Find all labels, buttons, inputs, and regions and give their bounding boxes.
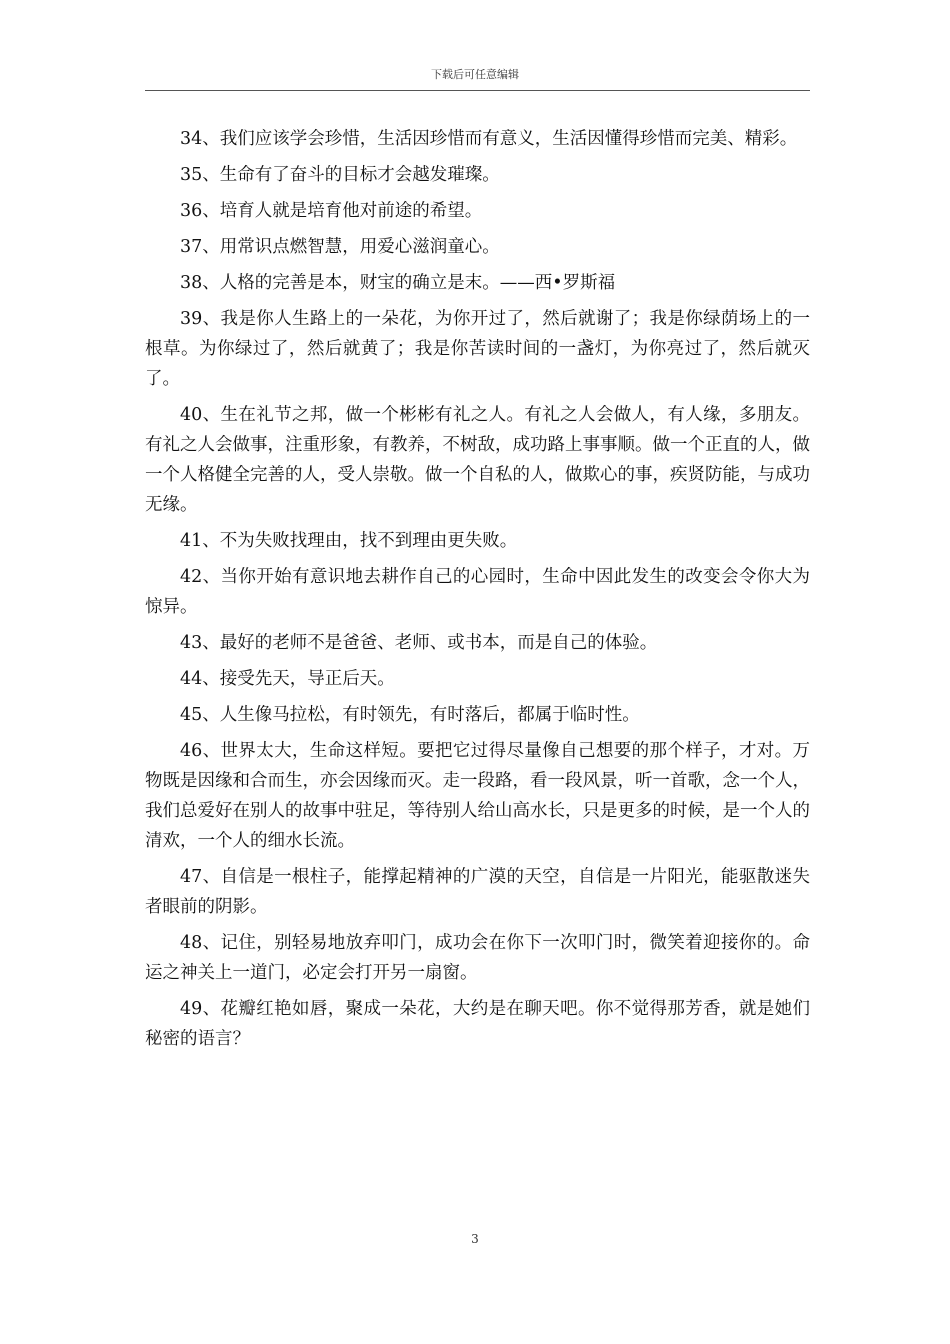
- paragraph-34: 34、我们应该学会珍惜，生活因珍惜而有意义，生活因懂得珍惜而完美、精彩。: [180, 129, 798, 149]
- page-number: 3: [471, 1232, 479, 1246]
- paragraph-41: 41、不为失败找理由，找不到理由更失败。: [180, 531, 518, 551]
- paragraph-35: 35、生命有了奋斗的目标才会越发璀璨。: [180, 165, 500, 185]
- paragraph-36: 36、培育人就是培育他对前途的希望。: [180, 201, 483, 221]
- paragraph-39: 39、我是你人生路上的一朵花，为你开过了，然后就谢了；我是你绿荫场上的一根草。为你绿过了，然后就黄了；我是你苦读时间的一盏灯，为你亮过了，然后就灭了。: [145, 309, 810, 389]
- paragraph-40: 40、生在礼节之邦，做一个彬彬有礼之人。有礼之人会做人，有人缘，多朋友。有礼之人会做事，注重形象，有教养，不树敌，成功路上事事顺。做一个正直的人，做一个人格健全完善的人，受人崇敬。做一个自私的人，做欺心的事，疾贤防能，与成功无缘。: [145, 405, 810, 515]
- paragraph-42: 42、当你开始有意识地去耕作自己的心园时，生命中因此发生的改变会令你大为惊异。: [145, 567, 810, 617]
- paragraph-47: 47、自信是一根柱子，能撑起精神的广漠的天空，自信是一片阳光，能驱散迷失者眼前的阴影。: [145, 867, 810, 917]
- paragraph-45: 45、人生像马拉松，有时领先，有时落后，都属于临时性。: [180, 705, 640, 725]
- paragraph-37: 37、用常识点燃智慧，用爱心滋润童心。: [180, 237, 500, 257]
- paragraph-46: 46、世界太大，生命这样短。要把它过得尽量像自己想要的那个样子，才对。万物既是因缘和合而生，亦会因缘而灭。走一段路，看一段风景，听一首歌，念一个人，我们总爱好在别人的故事中驻足，等待别人给山高水长，只是更多的时候，是一个人的清欢，一个人的细水长流。: [145, 741, 810, 851]
- page-header: 下载后可任意编辑: [431, 68, 519, 81]
- paragraph-38: 38、人格的完善是本，财宝的确立是末。——西•罗斯福: [180, 273, 616, 293]
- header-divider: [145, 90, 810, 91]
- paragraph-43: 43、最好的老师不是爸爸、老师、或书本，而是自己的体验。: [180, 633, 658, 653]
- paragraph-44: 44、接受先天，导正后天。: [180, 669, 395, 689]
- paragraph-49: 49、花瓣红艳如唇，聚成一朵花，大约是在聊天吧。你不觉得那芳香，就是她们秘密的语言？: [145, 999, 810, 1049]
- paragraph-48: 48、记住，别轻易地放弃叩门，成功会在你下一次叩门时，微笑着迎接你的。命运之神关上一道门，必定会打开另一扇窗。: [145, 933, 810, 983]
- document-body: [145, 124, 810, 1060]
